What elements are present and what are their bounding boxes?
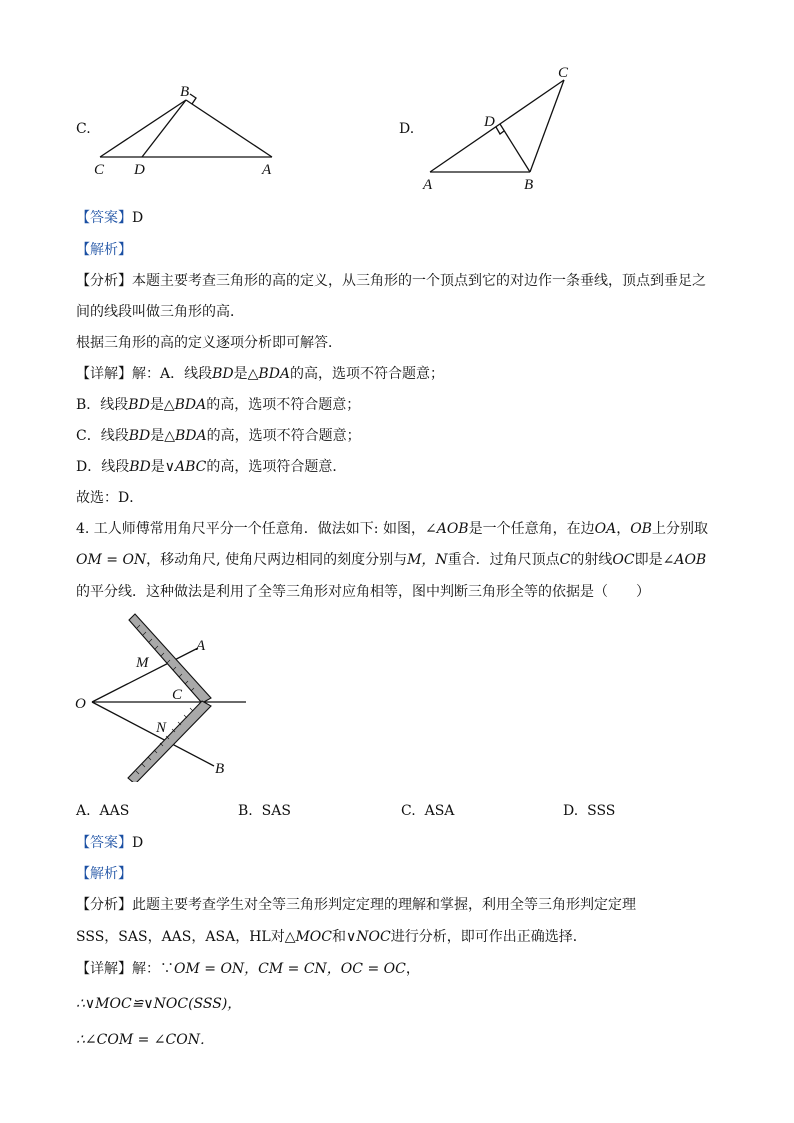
analysis-tag: 【解析】 <box>76 866 132 882</box>
fig-d-point-d: D <box>484 114 495 130</box>
segment-bd: BD <box>212 366 234 382</box>
answer-value: D <box>132 210 144 226</box>
equations: OM = ON，CM = CN，OC = OC <box>174 961 406 977</box>
q3-detail-d <box>76 457 346 477</box>
analysis-tag: 【解析】 <box>76 242 132 258</box>
fenxi-tag: 【分析】 <box>76 897 132 913</box>
triangle-bda: BDA <box>258 366 291 382</box>
q4-option-c[interactable] <box>401 801 454 821</box>
text: C．线段 <box>76 428 129 444</box>
q4-detail-line1 <box>76 959 420 979</box>
text: 进行分析，即可作出正确选择． <box>390 929 587 945</box>
q4-point-o: O <box>75 696 86 712</box>
angle-aob: AOB <box>436 521 469 537</box>
text: 解：∵ <box>132 961 174 977</box>
option-c-label: C. <box>76 121 91 137</box>
segment-bd: BD <box>129 459 151 475</box>
text: 是一个任意角，在边 <box>468 521 595 537</box>
text: 的射线 <box>570 552 613 568</box>
text: 是∨ <box>150 459 175 475</box>
text: 的高，选项不符合题意； <box>206 428 361 444</box>
triangle-bda: BDA <box>175 428 207 444</box>
text: 4. 工人师傅常用角尺平分一个任意角．做法如下: 如图，∠ <box>76 521 437 537</box>
fig-c-point-c: C <box>94 162 105 178</box>
segment-bd: BD <box>128 397 150 413</box>
q4-option-b[interactable] <box>238 801 291 821</box>
text: ， <box>616 521 631 537</box>
figure-d-triangle <box>418 62 578 194</box>
option-text: AAS <box>99 803 130 819</box>
text: ，移动角尺, 使角尺两边相同的刻度分别与 <box>146 552 408 568</box>
points-mn: M，N <box>407 552 448 568</box>
text: 重合．过角尺顶点 <box>447 552 560 568</box>
answer-value: D <box>132 835 144 851</box>
fenxi-text: 本题主要考查三角形的高的定义，从三角形的一个顶点到它的对边作一条垂线，顶点到垂足之 <box>132 273 706 289</box>
option-label: A. <box>76 803 91 819</box>
option-label: B. <box>238 803 253 819</box>
detail-tag: 【详解】 <box>76 366 132 382</box>
q3-detail-a <box>76 364 444 384</box>
fig-d-point-a: A <box>423 177 433 193</box>
text: 的高，选项不符合题意； <box>290 366 445 382</box>
q4-point-n: N <box>156 720 167 736</box>
q4-fenxi-line2 <box>76 927 587 947</box>
q4-stem-line3: 的平分线．这种做法是利用了全等三角形对应角相等，图中判断三角形全等的依据是（ ） <box>76 584 650 600</box>
text: 是△ <box>150 428 176 444</box>
fenxi-tag: 【分析】 <box>76 273 132 289</box>
q3-fenxi-line3: 根据三角形的高的定义逐项分析即可解答． <box>76 335 342 351</box>
triangle-moc: MOC <box>295 929 332 945</box>
option-label: D. <box>563 803 579 819</box>
fenxi-text: 此题主要考查学生对全等三角形判定定理的理解和掌握，利用全等三角形判定定理 <box>132 897 636 913</box>
segment-bd: BD <box>128 428 151 444</box>
triangle-bda: BDA <box>174 397 207 413</box>
q4-option-d[interactable] <box>563 801 615 821</box>
option-label: C. <box>401 803 416 819</box>
q4-option-a[interactable] <box>76 801 129 821</box>
option-d-label: D. <box>399 121 415 137</box>
text: 的高，选项不符合题意； <box>206 397 361 413</box>
fig-d-point-b: B <box>524 177 534 193</box>
q4-detail-line3: ∴∠COM = ∠CON． <box>76 1032 214 1048</box>
option-text: SAS <box>261 803 291 819</box>
text: 即是∠ <box>634 552 675 568</box>
q4-figure-angle-square <box>70 610 260 782</box>
q3-fenxi-line2: 间的线段叫做三角形的高． <box>76 304 244 320</box>
q4-stem-line1 <box>76 519 708 539</box>
option-text: ASA <box>424 803 455 819</box>
fig-c-point-a: A <box>262 162 272 178</box>
text: D．线段 <box>76 459 130 475</box>
point-c: C <box>559 552 571 568</box>
equation-om-on: OM = ON <box>76 552 147 568</box>
q4-stem-line2 <box>76 550 706 570</box>
fig-c-point-b: B <box>180 84 190 100</box>
q4-answer-line <box>76 833 143 853</box>
triangle-noc: NOC <box>356 929 391 945</box>
side-ob: OB <box>630 521 652 537</box>
text: 上分别取 <box>651 521 708 537</box>
side-oa: OA <box>594 521 617 537</box>
text: 是△ <box>149 397 175 413</box>
q3-answer-line <box>76 208 143 228</box>
q3-detail-c <box>76 426 361 446</box>
q3-detail-b <box>76 395 360 415</box>
text: ， <box>405 961 420 977</box>
q4-point-a: A <box>196 638 206 654</box>
option-text: SSS <box>587 803 616 819</box>
q3-fenxi-line1 <box>76 271 706 291</box>
text: B．线段 <box>76 397 129 413</box>
triangle-abc: ABC <box>175 459 207 475</box>
text: 解：A．线段 <box>132 366 213 382</box>
text: 是△ <box>233 366 259 382</box>
q4-point-b: B <box>215 761 225 777</box>
text: SSS，SAS，AAS，ASA，HL对△ <box>76 929 296 945</box>
q4-point-c: C <box>172 687 183 703</box>
fig-c-point-d: D <box>134 162 145 178</box>
q3-conclusion: 故选：D． <box>76 490 144 506</box>
angle-aob: AOB <box>674 552 707 568</box>
answer-tag: 【答案】 <box>76 210 132 226</box>
q4-point-m: M <box>136 655 149 671</box>
text: 的高，选项符合题意． <box>206 459 347 475</box>
detail-tag: 【详解】 <box>76 961 132 977</box>
text: 和∨ <box>332 929 357 945</box>
answer-tag: 【答案】 <box>76 835 132 851</box>
q4-fenxi-line1 <box>76 895 636 915</box>
ray-oc: OC <box>612 552 635 568</box>
q4-detail-line2: ∴∨MOC≌∨NOC(SSS)， <box>76 996 242 1012</box>
figure-c-triangle <box>88 78 288 180</box>
fig-d-point-c: C <box>558 65 569 81</box>
